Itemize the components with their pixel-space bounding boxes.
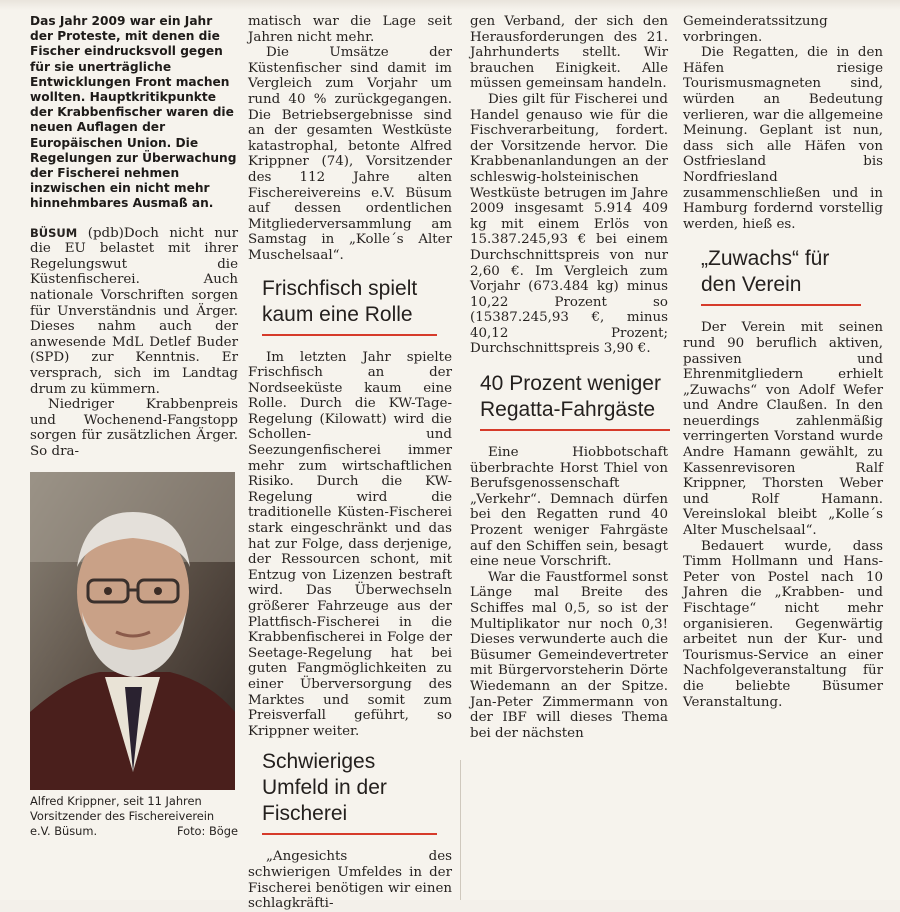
dateline: BÜSUM: [30, 225, 78, 240]
paragraph: Gemeinderatssitzung vorbringen.: [683, 14, 828, 45]
scan-edge: [0, 0, 900, 10]
portrait-photo-image: [30, 472, 235, 790]
column-divider: [460, 760, 461, 900]
article-lead: Das Jahr 2009 war ein Jahr der Proteste, mit denen die Fischer eindrucksvoll gegen für sie unerträgliche Entwicklungen Front machen wollten. Hauptkritikpunkte der Krabbenfischer waren die neuen Auflagen der Europäischen Union. Die Regelungen zur Überwachung der Fischerei nehmen inzwischen ein nicht mehr hinnehmbares Ausmaß an.: [30, 14, 237, 211]
paragraph: Die Umsätze der Küstenfischer sind damit im Vergleich zum Vorjahr um rund 40 % zurückgegangen. Die Betriebsergebnisse sind an der gesamten Westküste katastrophal, betonte Alfred Krippner (74), Vorsitzender des 112 Jahre alten Fischereivereins e.V. Büsum auf dessen ordentlichen Mitgliederversammlung am Samstag in „Kolle´s Alter Muschelsaal“.: [248, 45, 452, 263]
column-3: [470, 14, 668, 741]
paragraph: Die Regatten, die in den Häfen riesige Tourismusmagneten sind, würden an Bedeutung verlieren, war die allgemeine Meinung. Geplant ist nun, dass sich alle Häfen von Ostfriesland bis Nordfriesland zusammenschließen und in Hamburg fordernd vorstellig werden, hieß es.: [683, 45, 883, 232]
paragraph: „Angesichts des schwierigen Umfeldes in der Fischerei benötigen wir einen schlagkräfti-: [248, 849, 452, 912]
subheading-regatta: 40 Prozent weniger Regatta-Fahrgäste: [480, 371, 670, 431]
photo-credit: Foto: Böge: [176, 823, 238, 838]
paragraph: Eine Hiobbotschaft überbrachte Horst Thiel von Berufsgenossenschaft „Verkehr“. Demnach dürfen bei den Regatten rund 40 Prozent weniger Fahrgäste auf den Schiffen sein, besagt eine neue Vorschrift.: [470, 445, 668, 570]
paragraph-text: (pdb)Doch nicht nur die EU belastet mit ihrer Regelungswut die Küstenfischerei. Auch nationale Vorschriften sorgen für Unverständnis und Ärger. Dieses nahm auch der anwesende MdL Detlef Buder (SPD) zur Kenntnis. Er versprach, sich im Landtag drum zu kümmern.: [30, 225, 238, 397]
column-2: [248, 14, 452, 912]
portrait-photo: [30, 472, 235, 790]
subheading-frischfisch: Frischfisch spielt kaum eine Rolle: [262, 276, 437, 336]
paragraph: [30, 226, 238, 398]
paragraph: Im letzten Jahr spielte Frischfisch an der Nordseeküste kaum eine Rolle. Durch die KW-Tage-Regelung (Kilowatt) wird die Schollen- und Seezungenfischerei immer mehr zum wirtschaftlichen Risiko. Durch die KW-Regelung wird die traditionelle Küsten-Fischerei stark eingeschränkt und das hat zur Folge, dass derjenige, der Ressourcen schont, mit Entzug von Lizenzen bestraft wird. Das Überwechseln größerer Fahrzeuge aus der Plattfisch-Fischerei in die Krabbenfischerei in Folge der Seetage-Regelung hat bei guten Fangmöglichkeiten zu einer Überversorgung des Marktes und somit zum Preisverfall geführt, so Krippner weiter.: [248, 349, 452, 739]
paragraph: matisch war die Lage seit Jahren nicht mehr.: [248, 14, 452, 45]
paragraph: War die Faustformel sonst Länge mal Breite des Schiffes mal 0,5, so ist der Multiplikator nur noch 0,3! Dieses verwunderte auch die Büsumer Gemeindevertreter mit Bürgervorsteherin Dörte Wiedemann an der Spitze. Jan-Peter Zimmermann von der IBF will dieses Thema bei der nächsten: [470, 569, 668, 741]
paragraph: Der Verein mit seinen rund 90 beruflich aktiven, passiven und Ehrenmitgliedern erhielt „Zuwachs“ von Adolf Wefer und Andre Claußen. In den neuerdings zahlenmäßig verringerten Vorstand wurde Andre Hamann gewählt, zu Kassenrevisoren Ralf Krippner, Thorsten Weber und Rolf Hamann. Vereinslokal bleibt „Kolle´s Alter Muschelsaal“.: [683, 320, 883, 539]
column-4: [683, 14, 883, 710]
subheading-zuwachs: „Zuwachs“ für den Verein: [701, 246, 861, 306]
caption-text: Alfred Krippner, seit 11 Jahren Vorsitzender des Fischereiverein e.V. Büsum.: [30, 793, 215, 838]
paragraph: gen Verband, der sich den Herausforderungen des 21. Jahrhunderts stellt. Wir brauchen Einigkeit. Alle müssen gemeinsam handeln.: [470, 14, 668, 92]
column-1: [30, 14, 238, 839]
paragraph: Niedriger Krabbenpreis und Wochenend-Fangstopp sorgen für zusätzlichen Ärger. So dra-: [30, 397, 238, 459]
paragraph: Bedauert wurde, dass Timm Hollmann und Hans-Peter von Postel nach 10 Jahren die „Krabben- und Fischtage“ nicht mehr organisieren. Gegenwärtig arbeitet nun der Kur- und Tourismus-Service an einer Nachfolgeveranstaltung für die beliebte Büsumer Veranstaltung.: [683, 538, 883, 710]
photo-caption: [30, 794, 238, 839]
subheading-umfeld: Schwieriges Umfeld in der Fischerei: [262, 749, 437, 835]
paragraph: Dies gilt für Fischerei und Handel genauso wie für die Fischverarbeitung, fordert. der Vorsitzende hervor. Die Krabbenanlandungen an der schleswig-holsteinischen Westküste betrugen im Jahre 2009 insgesamt 5.914 409 kg mit einem Erlös von 15.387.245,93 € bei einem Durchschnittspreis von nur 2,60 €. Im Vergleich zum Vorjahr (673.484 kg) minus 10,22 Prozent so (15387.245,93 €, minus 40,12 Prozent; Durchschnittspreis 3,90 €.: [470, 91, 668, 357]
